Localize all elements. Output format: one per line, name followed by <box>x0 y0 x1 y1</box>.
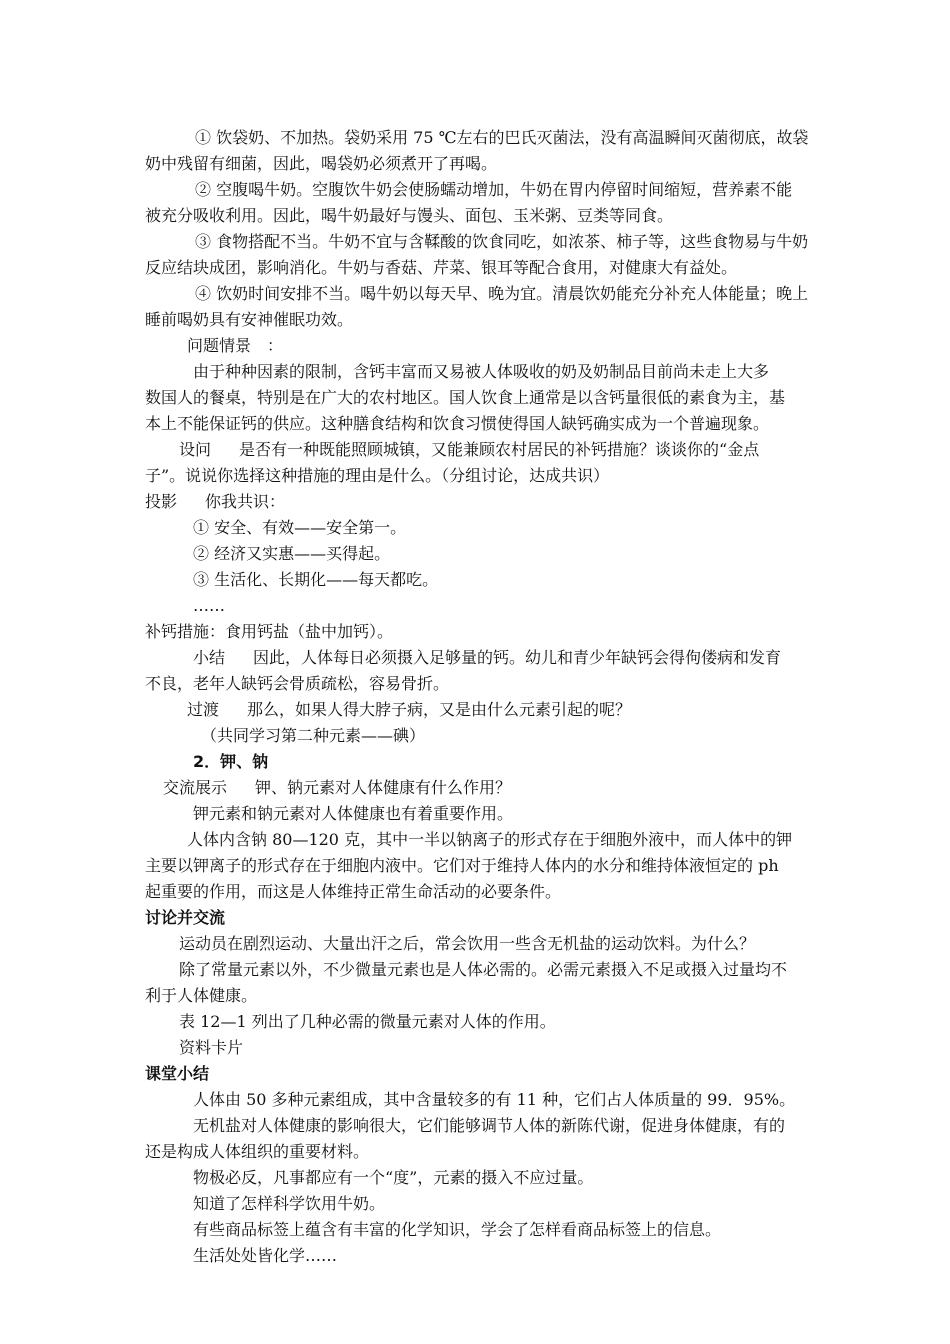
summary-line-2: 不良，老年人缺钙会骨质疏松，容易骨折。 <box>145 674 450 693</box>
table-reference: 表 12—1 列出了几种必需的微量元素对人体的作用。 <box>179 1012 556 1031</box>
calcium-measure: 补钙措施：食用钙盐（盐中加钙）。 <box>145 622 394 641</box>
projection-label: 投影 <box>145 492 178 511</box>
discussion-heading: 讨论并交流 <box>145 908 226 927</box>
problem-scenario-line-3: 本上不能保证钙的供应。这种膳食结构和饮食习惯使得国人缺钙确实成为一个普遍现象。 <box>145 414 770 433</box>
trace-elements-line-2: 利于人体健康。 <box>145 986 258 1005</box>
class-summary-item-6: 生活处处皆化学…… <box>193 1246 338 1265</box>
potassium-sodium-line-1: 人体内含钠 80—120 克，其中一半以钠离子的形式存在于细胞外液中，而人体中的钾 <box>187 830 793 849</box>
milk-tip-4-line-2: 睡前喝奶具有安神催眠功效。 <box>145 310 354 329</box>
summary-label: 小结 <box>193 648 226 667</box>
problem-scenario-line-2: 数国人的餐桌，特别是在广大的农村地区。国人饮食上通常是以含钙量很低的素食为主，基 <box>145 388 786 407</box>
consensus-ellipsis: …… <box>193 596 225 615</box>
milk-tip-4-line-1: ④ 饮奶时间安排不当。喝牛奶以每天早、晚为宜。清晨饮奶能充分补充人体能量；晚上 <box>195 284 809 303</box>
trace-elements-line-1: 除了常量元素以外，不少微量元素也是人体必需的。必需元素摄入不足或摄入过量均不 <box>179 960 788 979</box>
transition-line <box>187 698 631 722</box>
question-line-2: 子”。说说你选择这种措施的理由是什么。（分组讨论，达成共识） <box>145 466 610 485</box>
consensus-item-2: ② 经济又实惠——买得起。 <box>193 544 391 563</box>
milk-tip-2-line-1: ② 空腹喝牛奶。空腹饮牛奶会使肠蠕动增加，牛奶在胃内停留时间缩短，营养素不能 <box>195 180 793 199</box>
exchange-line <box>163 776 511 800</box>
projection-text: 你我共识： <box>205 492 286 511</box>
potassium-sodium-intro: 钾元素和钠元素对人体健康也有着重要作用。 <box>193 804 514 823</box>
milk-tip-1-line-2: 奶中残留有细菌，因此，喝袋奶必须煮开了再喝。 <box>145 154 498 173</box>
milk-tip-2-line-2: 被充分吸收利用。因此，喝牛奶最好与馒头、面包、玉米粥、豆类等同食。 <box>145 206 674 225</box>
class-summary-item-2-line-2: 还是构成人体组织的重要材料。 <box>145 1142 370 1161</box>
problem-scenario-line-1: 由于种种因素的限制，含钙丰富而又易被人体吸收的奶及奶制品目前尚未走上大多 <box>193 362 770 381</box>
consensus-item-3: ③ 生活化、长期化——每天都吃。 <box>193 570 439 589</box>
class-summary-item-5: 有些商品标签上蕴含有丰富的化学知识，学会了怎样看商品标签上的信息。 <box>193 1220 722 1239</box>
question-label: 设问 <box>179 440 212 459</box>
transition-label: 过渡 <box>187 700 220 719</box>
class-summary-item-3: 物极必反，凡事都应有一个“度”，元素的摄入不应过量。 <box>193 1168 594 1187</box>
projection-line <box>145 490 285 514</box>
problem-scenario-title: 问题情景 ： <box>187 336 284 355</box>
milk-tip-3-line-1: ③ 食物搭配不当。牛奶不宜与含鞣酸的饮食同吃，如浓茶、柿子等，这些食物易与牛奶 <box>195 232 809 251</box>
summary-text: 因此，人体每日必须摄入足够量的钙。幼儿和青少年缺钙会得佝偻病和发育 <box>253 648 782 667</box>
question-line-1 <box>179 438 759 462</box>
consensus-item-1: ① 安全、有效——安全第一。 <box>193 518 407 537</box>
class-summary-item-1: 人体由 50 多种元素组成，其中含量较多的有 11 种，它们占人体质量的 99．95%。 <box>193 1090 796 1109</box>
discussion-question: 运动员在剧烈运动、大量出汗之后，常会饮用一些含无机盐的运动饮料。为什么？ <box>179 934 756 953</box>
question-text: 是否有一种既能照顾城镇，又能兼顾农村居民的补钙措施？谈谈你的“金点 <box>239 440 760 459</box>
transition-note: （共同学习第二种元素——碘） <box>201 726 426 745</box>
class-summary-item-4: 知道了怎样科学饮用牛奶。 <box>193 1194 386 1213</box>
info-card-label: 资料卡片 <box>179 1038 244 1057</box>
class-summary-heading: 课堂小结 <box>145 1064 210 1083</box>
potassium-sodium-line-2: 主要以钾离子的形式存在于细胞内液中。它们对于维持人体内的水分和维持体液恒定的 ph <box>145 856 779 875</box>
potassium-sodium-line-3: 起重要的作用，而这是人体维持正常生命活动的必要条件。 <box>145 882 562 901</box>
transition-text: 那么，如果人得大脖子病，又是由什么元素引起的呢？ <box>247 700 632 719</box>
exchange-label: 交流展示 <box>163 778 228 797</box>
section-heading-potassium-sodium: 2．钾、钠 <box>193 752 269 771</box>
exchange-text: 钾、钠元素对人体健康有什么作用？ <box>255 778 512 797</box>
milk-tip-1-line-1: ① 饮袋奶、不加热。袋奶采用 75 ℃左右的巴氏灭菌法，没有高温瞬间灭菌彻底，故袋 <box>195 128 809 147</box>
summary-line-1 <box>193 646 781 670</box>
milk-tip-3-line-2: 反应结块成团，影响消化。牛奶与香菇、芹菜、银耳等配合食用，对健康大有益处。 <box>145 258 738 277</box>
class-summary-item-2-line-1: 无机盐对人体健康的影响很大，它们能够调节人体的新陈代谢，促进身体健康，有的 <box>193 1116 786 1135</box>
